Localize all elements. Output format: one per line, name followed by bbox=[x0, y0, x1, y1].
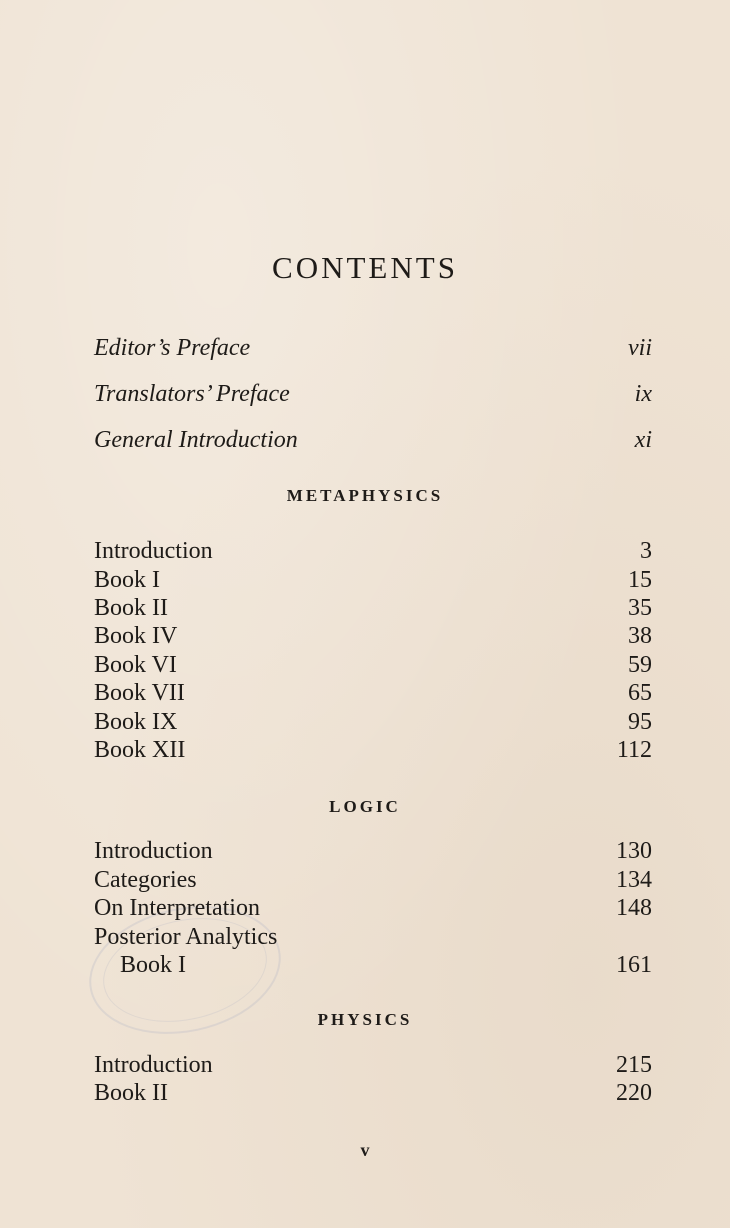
toc-entry-label: Posterior Analytics bbox=[94, 924, 278, 950]
toc-entry bbox=[94, 1079, 652, 1107]
toc-entry-page: 215 bbox=[616, 1052, 652, 1078]
toc-entry-label: Book I bbox=[120, 952, 186, 978]
toc-entry bbox=[94, 679, 652, 707]
toc-entry-page: 220 bbox=[616, 1080, 652, 1106]
toc-entry bbox=[94, 380, 652, 408]
toc-entry-page: 148 bbox=[616, 895, 652, 921]
section-heading-metaphysics: METAPHYSICS bbox=[286, 486, 444, 505]
toc-entry bbox=[94, 923, 652, 951]
toc-entry-page: 65 bbox=[628, 680, 652, 706]
toc-entry-label: Book VII bbox=[94, 680, 185, 706]
toc-entry-label: Introduction bbox=[94, 538, 213, 564]
toc-entry bbox=[94, 334, 652, 362]
toc-entry-page: 161 bbox=[616, 952, 652, 978]
toc-entry bbox=[94, 837, 652, 865]
toc-entry-label: Translators’ Preface bbox=[94, 381, 290, 407]
toc-entry-label: Book II bbox=[94, 1080, 168, 1106]
toc-entry-label: Book II bbox=[94, 595, 168, 621]
toc-entry bbox=[94, 622, 652, 650]
toc-entry-label: Editor’s Preface bbox=[94, 335, 251, 361]
toc-entry bbox=[94, 566, 652, 594]
toc-entry bbox=[94, 594, 652, 622]
toc-entry-page: 112 bbox=[616, 737, 652, 763]
toc-entry-label: Book I bbox=[94, 567, 160, 593]
toc-entry bbox=[94, 894, 652, 922]
toc-entry-page: 35 bbox=[628, 595, 652, 621]
toc-entry-label: Book IX bbox=[94, 709, 178, 735]
section-heading-physics: PHYSICS bbox=[317, 1010, 413, 1029]
toc-entry-page: 15 bbox=[628, 567, 652, 593]
toc-entry-label: Introduction bbox=[94, 838, 213, 864]
toc-entry-page: ix bbox=[634, 381, 652, 407]
toc-entry-page: xi bbox=[634, 427, 652, 453]
toc-entry-label: Book VI bbox=[94, 652, 177, 678]
section-heading-logic: LOGIC bbox=[329, 797, 401, 816]
toc-entry bbox=[94, 537, 652, 565]
toc-entry bbox=[94, 736, 652, 764]
toc-entry bbox=[94, 951, 652, 979]
toc-entry bbox=[94, 1051, 652, 1079]
toc-entry-label: Categories bbox=[94, 867, 197, 893]
toc-entry-page: vii bbox=[628, 335, 652, 361]
toc-entry-page: 3 bbox=[640, 538, 652, 564]
toc-entry-page: 130 bbox=[616, 838, 652, 864]
toc-entry bbox=[94, 708, 652, 736]
toc-entry-page: 95 bbox=[628, 709, 652, 735]
toc-entry-label: On Interpretation bbox=[94, 895, 260, 921]
toc-entry bbox=[94, 651, 652, 679]
page-title: CONTENTS bbox=[272, 250, 458, 285]
toc-entry-label: Book IV bbox=[94, 623, 178, 649]
toc-entry bbox=[94, 866, 652, 894]
toc-entry-label: General Introduction bbox=[94, 427, 298, 453]
toc-entry-label: Introduction bbox=[94, 1052, 213, 1078]
toc-entry-page: 38 bbox=[628, 623, 652, 649]
toc-entry-page: 134 bbox=[616, 867, 652, 893]
toc-entry-page: 59 bbox=[628, 652, 652, 678]
toc-entry-label: Book XII bbox=[94, 737, 186, 763]
toc-entry bbox=[94, 426, 652, 454]
page-number: v bbox=[360, 1140, 370, 1160]
